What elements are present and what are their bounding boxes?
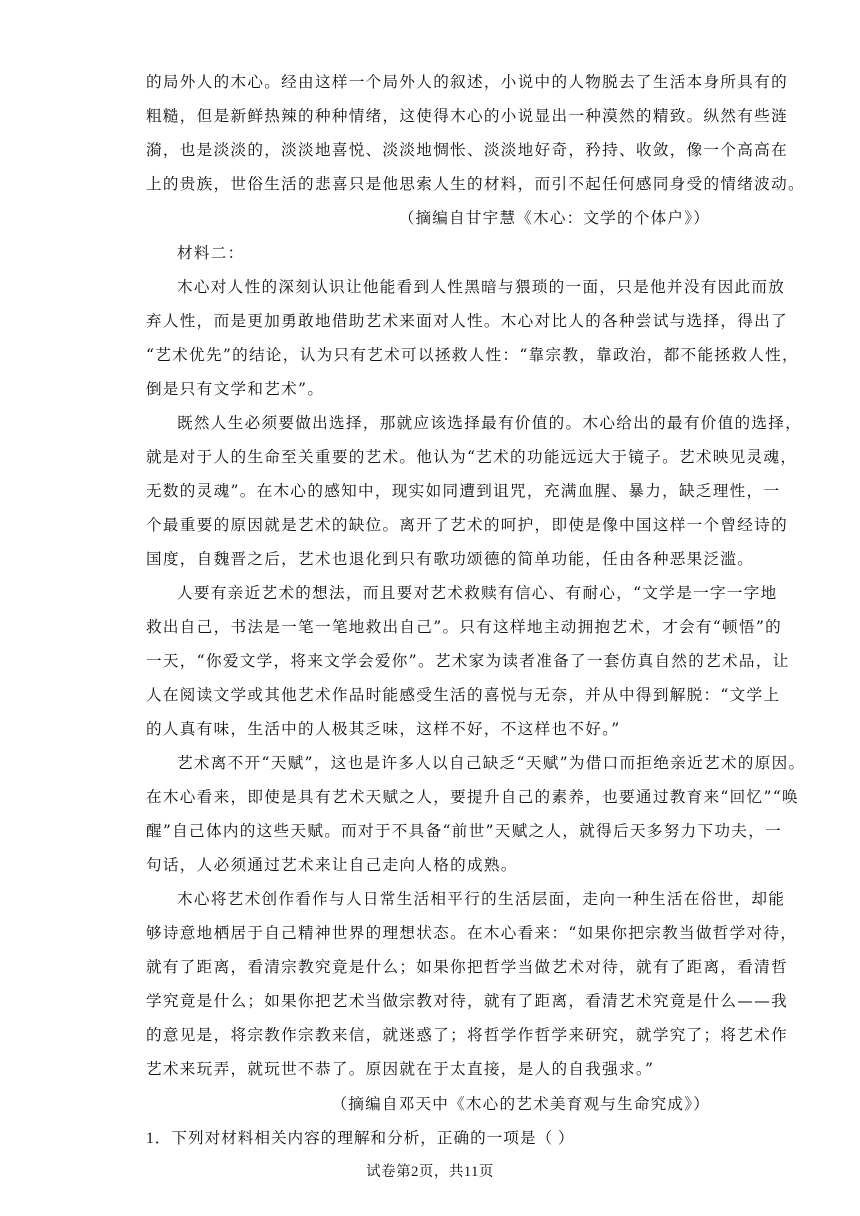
paragraph-start: 艺术离不开“天赋”，这也是许多人以自己缺乏“天赋”为借口而拒绝亲近艺术的原因。	[177, 754, 806, 772]
text-line: 句话，人必须通过艺术来让自己走向人格的成熟。	[146, 856, 518, 874]
text-line: 倒是只有文学和艺术”。	[146, 380, 325, 398]
text-line: 醒”自己体内的这些天赋。而对于不具备“前世”天赋之人，就得后天多努力下功夫，一	[146, 822, 782, 840]
source-citation: （摘编自邓天中《木心的艺术美育观与生命究成》）	[331, 1095, 710, 1113]
text-line: 就有了距离，看清宗教究竟是什么；如果你把哲学当做艺术对待，就有了距离，看清哲	[146, 958, 788, 976]
text-line: 学究竟是什么；如果你把艺术当做宗教对待，就有了距离，看清艺术究竟是什么——我	[146, 992, 788, 1010]
text-line: 漪，也是淡淡的，淡淡地喜悦、淡淡地惆怅、淡淡地好奇，矜持、收敛，像一个高高在	[146, 141, 788, 159]
text-line: 的意见是，将宗教作宗教来信，就迷惑了；将哲学作哲学来研究，就学究了；将艺术作	[146, 1026, 788, 1044]
page-footer: 试卷第2页，共11页	[366, 1164, 494, 1180]
text-line: 就是对于人的生命至关重要的艺术。他认为“艺术的功能远远大于镜子。艺术映见灵魂，	[146, 448, 798, 466]
text-line: 个最重要的原因就是艺术的缺位。离开了艺术的呵护，即使是像中国这样一个曾经诗的	[146, 516, 788, 534]
text-line: 艺术来玩弄，就玩世不恭了。原因就在于太直接，是人的自我强求。”	[146, 1060, 655, 1078]
text-line: 一天，“你爱文学，将来文学会爱你”。艺术家为读者准备了一套仿真自然的艺术品，让	[146, 652, 790, 670]
source-citation: （摘编自甘宇慧《木心：文学的个体户》）	[398, 209, 710, 227]
text-line: 在木心看来，即使是具有艺术天赋之人，要提升自己的素养，也要通过教育来“回忆”“唤	[146, 788, 799, 806]
text-line: “艺术优先”的结论，认为只有艺术可以拯救人性：“靠宗教，靠政治，都不能拯救人性，	[146, 346, 799, 364]
text-line: 国度，自魏晋之后，艺术也退化到只有歌功颂德的简单功能，任由各种恶果泛滥。	[146, 550, 755, 568]
paragraph-start: 人要有亲近艺术的想法，而且要对艺术救赎有信心、有耐心，“文学是一字一字地	[177, 584, 778, 602]
text-line: 无数的灵魂”。在木心的感知中，现实如同遭到诅咒，充满血腥、暴力，缺乏理性，一	[146, 482, 781, 500]
text-line: 粗糙，但是新鲜热辣的种种情绪，这使得木心的小说显出一种漠然的精致。纵然有些涟	[146, 107, 788, 125]
text-line: 的局外人的木心。经由这样一个局外人的叙述，小说中的人物脱去了生活本身所具有的	[146, 73, 788, 91]
paragraph-start: 既然人生必须要做出选择，那就应该选择最有价值的。木心给出的最有价值的选择，	[177, 414, 803, 432]
section-heading: 材料二：	[177, 244, 245, 262]
text-line: 够诗意地栖居于自己精神世界的理想状态。在木心看来：“如果你把宗教当做哲学对待，	[146, 924, 798, 942]
text-line: 人在阅读文学或其他艺术作品时能感受生活的喜悦与无奈，并从中得到解脱：“文学上	[146, 686, 781, 704]
question-1: 1．下列对材料相关内容的理解和分析，正确的一项是（ ）	[146, 1130, 575, 1147]
text-line: 的人真有味，生活中的人极其乏味，这样不好，不这样也不好。”	[146, 720, 621, 738]
text-line: 上的贵族，世俗生活的悲喜只是他思索人生的材料，而引不起任何感同身受的情绪波动。	[146, 175, 805, 193]
text-line: 救出自己，书法是一笔一笔地救出自己”。只有这样地主动拥抱艺术，才会有“顿悟”的	[146, 618, 782, 636]
paragraph-start: 木心对人性的深刻认识让他能看到人性黑暗与猥琐的一面，只是他并没有因此而放	[177, 278, 786, 296]
paragraph-start: 木心将艺术创作看作与人日常生活相平行的生活层面，走向一种生活在俗世，却能	[177, 890, 786, 908]
text-line: 弃人性，而是更加勇敢地借助艺术来面对人性。木心对比人的各种尝试与选择，得出了	[146, 312, 788, 330]
